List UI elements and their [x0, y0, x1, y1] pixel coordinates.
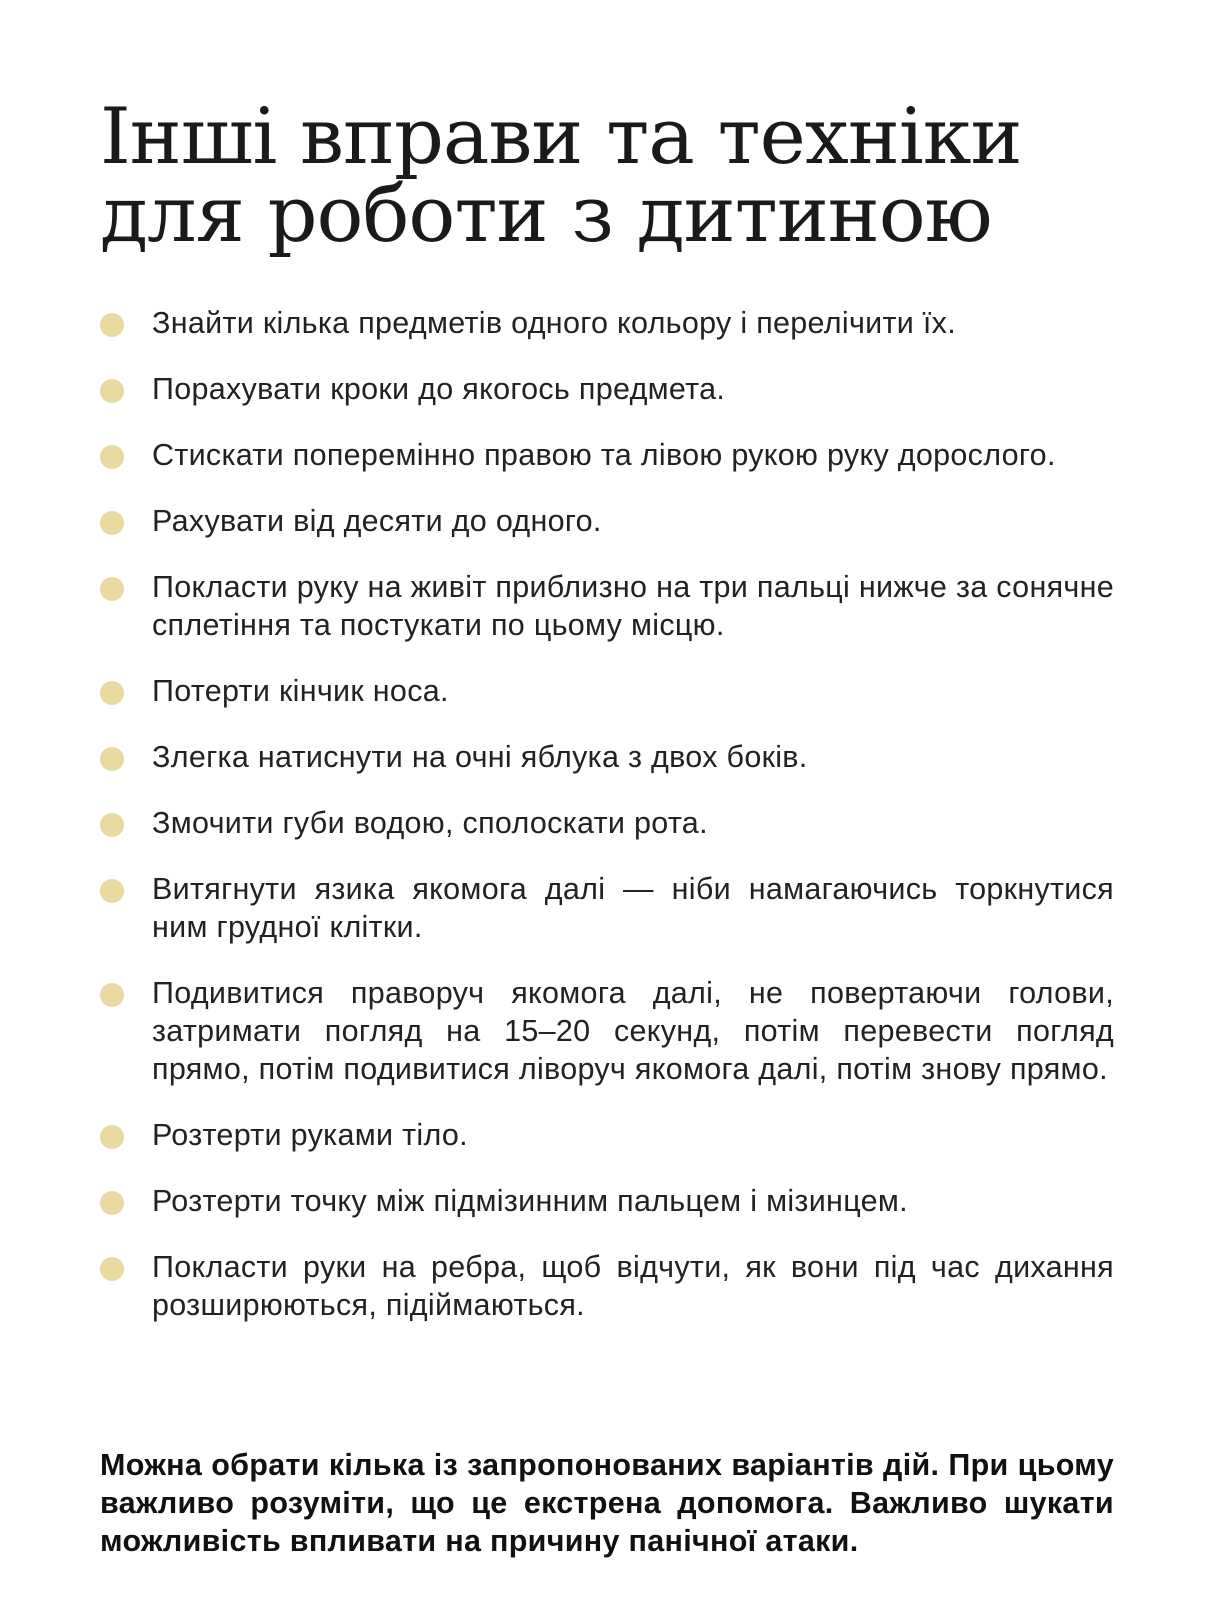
bullet-dot-icon	[100, 511, 124, 535]
list-item	[100, 870, 1114, 946]
list-item	[100, 672, 1114, 710]
bullet-dot-icon	[100, 577, 124, 601]
list-item-text: Розтерти точку між підмізинним пальцем і мізинцем.	[152, 1184, 908, 1218]
list-item	[100, 1116, 1114, 1154]
list-item-text: Розтерти руками тіло.	[152, 1118, 468, 1152]
list-item	[100, 738, 1114, 776]
list-item-text: Покласти руки на ребра, щоб відчути, як вони під час дихання розширюються, підіймаються.	[152, 1250, 1114, 1322]
list-item	[100, 304, 1114, 342]
bullet-dot-icon	[100, 813, 124, 837]
page-title-line-1: Інші вправи та техніки	[100, 92, 1022, 182]
bullet-dot-icon	[100, 1257, 124, 1281]
list-item-text: Рахувати від десяти до одного.	[152, 504, 602, 538]
closing-note: Можна обрати кілька із запропонованих варіантів дій. При цьому важливо розуміти, що це екстрена допомога. Важливо шукати можливість впливати на причину панічної атаки.	[100, 1448, 1114, 1558]
bullet-dot-icon	[100, 1191, 124, 1215]
bullet-dot-icon	[100, 379, 124, 403]
page-title-line-2: для роботи з дитиною	[100, 170, 992, 260]
list-item-text: Злегка натиснути на очні яблука з двох боків.	[152, 740, 808, 774]
bullet-dot-icon	[100, 681, 124, 705]
bullet-dot-icon	[100, 747, 124, 771]
list-item	[100, 568, 1114, 644]
list-item	[100, 502, 1114, 540]
bullet-dot-icon	[100, 879, 124, 903]
list-item	[100, 1248, 1114, 1324]
list-item	[100, 1182, 1114, 1220]
list-item	[100, 804, 1114, 842]
bullet-dot-icon	[100, 983, 124, 1007]
page-title	[100, 92, 1114, 260]
exercise-list	[100, 304, 1114, 1324]
list-item-text: Змочити губи водою, сполоскати рота.	[152, 806, 708, 840]
list-item	[100, 370, 1114, 408]
list-item-text: Потерти кінчик носа.	[152, 674, 449, 708]
list-item-text: Покласти руку на живіт приблизно на три пальці нижче за сонячне сплетіння та постукати по цьому місцю.	[152, 570, 1115, 642]
list-item-text: Подивитися праворуч якомога далі, не повертаючи голови, затримати погляд на 15–20 секунд, потім перевести погляд прямо, потім подивитися ліворуч якомога далі, потім знову прямо.	[152, 976, 1114, 1086]
list-item-text: Витягнути язика якомога далі — ніби намагаючись торкнутися ним грудної клітки.	[152, 872, 1114, 944]
list-item-text: Стискати поперемінно правою та лівою рукою руку дорослого.	[152, 438, 1056, 472]
page-content	[100, 92, 1115, 1352]
bullet-dot-icon	[100, 313, 124, 337]
bullet-dot-icon	[100, 445, 124, 469]
list-item-text: Порахувати кроки до якогось предмета.	[152, 372, 726, 406]
list-item-text: Знайти кілька предметів одного кольору і перелічити їх.	[152, 306, 956, 340]
list-item	[100, 436, 1114, 474]
bullet-dot-icon	[100, 1125, 124, 1149]
list-item	[100, 974, 1114, 1088]
